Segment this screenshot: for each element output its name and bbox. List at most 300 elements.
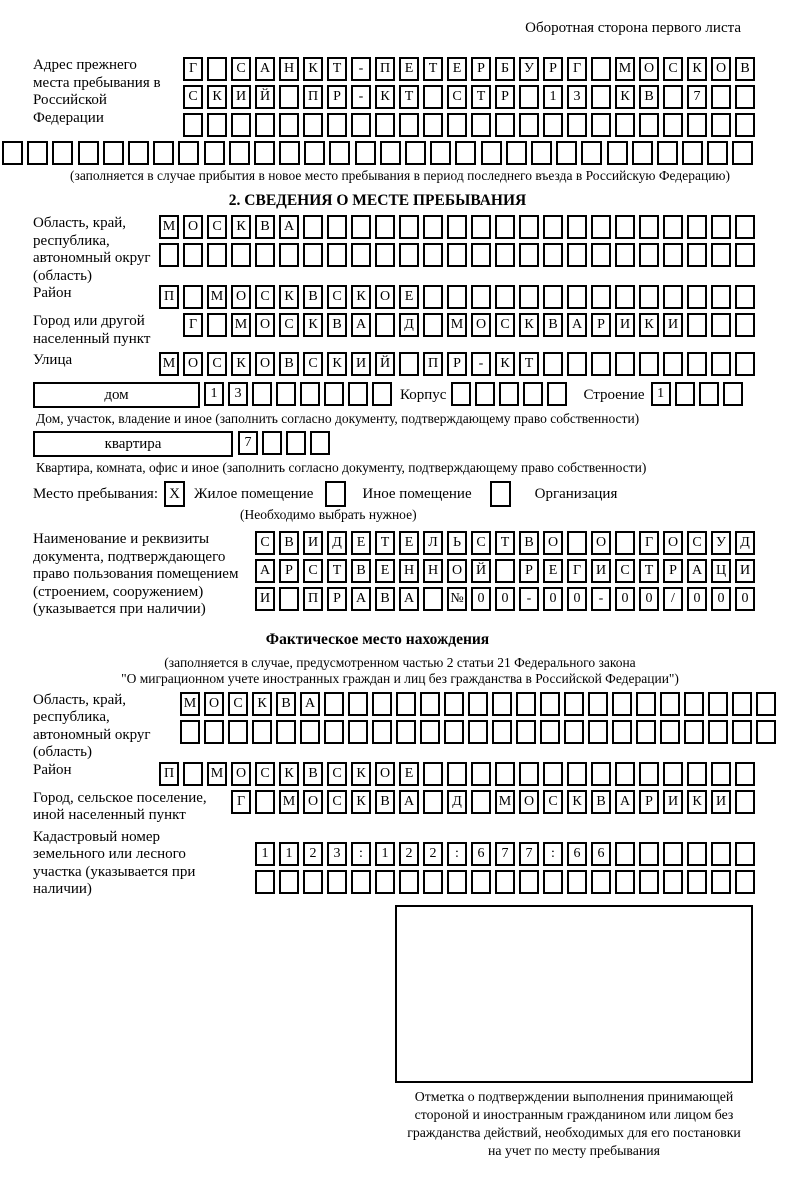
char-cell[interactable] (279, 85, 299, 109)
char-cell[interactable] (420, 692, 440, 716)
char-cell[interactable] (183, 243, 203, 267)
char-cell[interactable] (687, 285, 707, 309)
char-cell[interactable] (506, 141, 527, 165)
char-cell[interactable]: Е (375, 559, 395, 583)
char-cell[interactable]: 6 (471, 842, 491, 866)
char-cell[interactable]: С (255, 285, 275, 309)
char-cell[interactable] (423, 313, 443, 337)
char-cell[interactable]: Р (327, 85, 347, 109)
char-cell[interactable]: В (303, 762, 323, 786)
char-cell[interactable]: 0 (639, 587, 659, 611)
char-cell[interactable] (612, 692, 632, 716)
char-cell[interactable]: О (204, 692, 224, 716)
char-cell[interactable]: Т (327, 559, 347, 583)
char-cell[interactable]: В (279, 531, 299, 555)
char-cell[interactable]: : (543, 842, 563, 866)
char-cell[interactable]: С (327, 762, 347, 786)
char-cell[interactable]: С (183, 85, 203, 109)
char-cell[interactable] (183, 113, 203, 137)
char-cell[interactable] (324, 382, 344, 406)
char-cell[interactable] (423, 243, 443, 267)
char-cell[interactable] (632, 141, 653, 165)
char-cell[interactable] (591, 215, 611, 239)
char-cell[interactable]: В (639, 85, 659, 109)
char-cell[interactable]: Т (471, 85, 491, 109)
char-cell[interactable] (732, 141, 753, 165)
char-cell[interactable] (519, 85, 539, 109)
char-cell[interactable] (303, 243, 323, 267)
char-cell[interactable] (276, 382, 296, 406)
char-cell[interactable]: 2 (399, 842, 419, 866)
char-cell[interactable]: О (663, 531, 683, 555)
char-cell[interactable] (735, 243, 755, 267)
char-cell[interactable]: 0 (735, 587, 755, 611)
char-cell[interactable] (663, 243, 683, 267)
char-cell[interactable] (420, 720, 440, 744)
char-cell[interactable] (591, 85, 611, 109)
char-cell[interactable] (255, 790, 275, 814)
char-cell[interactable]: - (591, 587, 611, 611)
char-cell[interactable] (615, 113, 635, 137)
char-cell[interactable] (567, 870, 587, 894)
char-cell[interactable] (207, 313, 227, 337)
char-cell[interactable]: Р (639, 790, 659, 814)
char-cell[interactable] (663, 842, 683, 866)
char-cell[interactable] (300, 720, 320, 744)
char-cell[interactable] (286, 431, 306, 455)
char-cell[interactable] (519, 762, 539, 786)
char-cell[interactable] (447, 762, 467, 786)
char-cell[interactable]: О (375, 285, 395, 309)
char-cell[interactable]: П (303, 587, 323, 611)
char-cell[interactable]: С (663, 57, 683, 81)
char-cell[interactable] (567, 762, 587, 786)
char-cell[interactable]: Е (447, 57, 467, 81)
char-cell[interactable]: Т (519, 352, 539, 376)
char-cell[interactable]: 3 (567, 85, 587, 109)
char-cell[interactable] (471, 762, 491, 786)
char-cell[interactable]: Н (399, 559, 419, 583)
char-cell[interactable] (711, 85, 731, 109)
char-cell[interactable]: О (255, 352, 275, 376)
char-cell[interactable] (543, 870, 563, 894)
char-cell[interactable] (636, 692, 656, 716)
char-cell[interactable] (591, 57, 611, 81)
char-cell[interactable] (708, 720, 728, 744)
char-cell[interactable] (591, 870, 611, 894)
char-cell[interactable] (499, 382, 519, 406)
char-cell[interactable] (348, 720, 368, 744)
char-cell[interactable]: - (471, 352, 491, 376)
char-cell[interactable] (708, 692, 728, 716)
char-cell[interactable] (735, 215, 755, 239)
char-cell[interactable]: Р (495, 85, 515, 109)
char-cell[interactable] (684, 720, 704, 744)
char-cell[interactable]: О (231, 762, 251, 786)
char-cell[interactable] (543, 243, 563, 267)
char-cell[interactable] (471, 215, 491, 239)
residence-zhiloe-checkbox[interactable]: X (164, 481, 185, 507)
char-cell[interactable] (519, 113, 539, 137)
char-cell[interactable]: 1 (651, 382, 671, 406)
char-cell[interactable] (615, 352, 635, 376)
char-cell[interactable]: К (231, 352, 251, 376)
char-cell[interactable]: М (159, 352, 179, 376)
char-cell[interactable] (481, 141, 502, 165)
char-cell[interactable] (564, 720, 584, 744)
char-cell[interactable]: Н (423, 559, 443, 583)
char-cell[interactable] (327, 243, 347, 267)
char-cell[interactable] (607, 141, 628, 165)
char-cell[interactable]: С (327, 285, 347, 309)
char-cell[interactable] (207, 243, 227, 267)
char-cell[interactable] (732, 692, 752, 716)
char-cell[interactable] (495, 559, 515, 583)
char-cell[interactable] (423, 85, 443, 109)
char-cell[interactable] (687, 762, 707, 786)
char-cell[interactable] (531, 141, 552, 165)
char-cell[interactable] (351, 215, 371, 239)
char-cell[interactable]: 1 (543, 85, 563, 109)
char-cell[interactable]: Й (375, 352, 395, 376)
char-cell[interactable]: П (423, 352, 443, 376)
char-cell[interactable] (707, 141, 728, 165)
char-cell[interactable] (687, 352, 707, 376)
char-cell[interactable]: А (351, 313, 371, 337)
char-cell[interactable] (660, 692, 680, 716)
char-cell[interactable] (471, 285, 491, 309)
char-cell[interactable]: Т (639, 559, 659, 583)
char-cell[interactable] (663, 113, 683, 137)
char-cell[interactable] (372, 720, 392, 744)
char-cell[interactable]: С (279, 313, 299, 337)
char-cell[interactable]: В (375, 587, 395, 611)
char-cell[interactable] (447, 870, 467, 894)
char-cell[interactable] (396, 692, 416, 716)
char-cell[interactable] (231, 113, 251, 137)
char-cell[interactable]: С (303, 559, 323, 583)
char-cell[interactable]: О (231, 285, 251, 309)
char-cell[interactable]: № (447, 587, 467, 611)
char-cell[interactable]: В (255, 215, 275, 239)
char-cell[interactable] (657, 141, 678, 165)
char-cell[interactable] (348, 382, 368, 406)
char-cell[interactable] (276, 720, 296, 744)
char-cell[interactable] (375, 215, 395, 239)
char-cell[interactable]: Т (399, 85, 419, 109)
char-cell[interactable]: В (543, 313, 563, 337)
char-cell[interactable]: Т (495, 531, 515, 555)
char-cell[interactable]: 0 (543, 587, 563, 611)
char-cell[interactable]: В (591, 790, 611, 814)
char-cell[interactable]: 7 (495, 842, 515, 866)
char-cell[interactable] (591, 285, 611, 309)
char-cell[interactable]: Т (327, 57, 347, 81)
char-cell[interactable]: 3 (327, 842, 347, 866)
char-cell[interactable] (711, 243, 731, 267)
char-cell[interactable]: О (255, 313, 275, 337)
char-cell[interactable]: В (327, 313, 347, 337)
char-cell[interactable]: С (231, 57, 251, 81)
char-cell[interactable] (351, 870, 371, 894)
char-cell[interactable] (351, 243, 371, 267)
char-cell[interactable]: П (303, 85, 323, 109)
char-cell[interactable] (372, 692, 392, 716)
char-cell[interactable]: О (303, 790, 323, 814)
char-cell[interactable]: Г (183, 57, 203, 81)
char-cell[interactable]: О (519, 790, 539, 814)
char-cell[interactable] (711, 352, 731, 376)
char-cell[interactable] (279, 113, 299, 137)
char-cell[interactable] (399, 243, 419, 267)
kvartira-box[interactable] (33, 431, 233, 457)
char-cell[interactable]: Ь (447, 531, 467, 555)
char-cell[interactable]: С (471, 531, 491, 555)
char-cell[interactable]: Л (423, 531, 443, 555)
char-cell[interactable] (588, 692, 608, 716)
char-cell[interactable]: Г (639, 531, 659, 555)
char-cell[interactable]: - (351, 57, 371, 81)
char-cell[interactable]: А (255, 57, 275, 81)
char-cell[interactable]: 1 (204, 382, 224, 406)
char-cell[interactable] (380, 141, 401, 165)
char-cell[interactable] (682, 141, 703, 165)
char-cell[interactable]: К (567, 790, 587, 814)
char-cell[interactable] (711, 285, 731, 309)
char-cell[interactable] (153, 141, 174, 165)
char-cell[interactable] (303, 113, 323, 137)
char-cell[interactable] (711, 842, 731, 866)
char-cell[interactable] (455, 141, 476, 165)
char-cell[interactable] (639, 762, 659, 786)
char-cell[interactable] (2, 141, 23, 165)
char-cell[interactable]: О (183, 215, 203, 239)
char-cell[interactable] (519, 285, 539, 309)
char-cell[interactable] (375, 313, 395, 337)
char-cell[interactable]: А (567, 313, 587, 337)
char-cell[interactable]: К (519, 313, 539, 337)
char-cell[interactable] (303, 870, 323, 894)
char-cell[interactable] (252, 382, 272, 406)
char-cell[interactable]: М (615, 57, 635, 81)
char-cell[interactable] (639, 285, 659, 309)
char-cell[interactable] (615, 762, 635, 786)
char-cell[interactable] (612, 720, 632, 744)
char-cell[interactable]: С (255, 762, 275, 786)
char-cell[interactable] (639, 870, 659, 894)
char-cell[interactable] (327, 113, 347, 137)
char-cell[interactable] (567, 215, 587, 239)
char-cell[interactable]: О (591, 531, 611, 555)
char-cell[interactable]: И (735, 559, 755, 583)
char-cell[interactable]: К (252, 692, 272, 716)
char-cell[interactable] (735, 352, 755, 376)
char-cell[interactable]: Ц (711, 559, 731, 583)
char-cell[interactable]: М (159, 215, 179, 239)
char-cell[interactable] (639, 352, 659, 376)
char-cell[interactable]: М (447, 313, 467, 337)
char-cell[interactable] (324, 692, 344, 716)
char-cell[interactable] (423, 215, 443, 239)
char-cell[interactable] (735, 313, 755, 337)
char-cell[interactable]: Г (231, 790, 251, 814)
char-cell[interactable] (372, 382, 392, 406)
char-cell[interactable]: 0 (615, 587, 635, 611)
char-cell[interactable]: К (687, 57, 707, 81)
char-cell[interactable] (231, 243, 251, 267)
char-cell[interactable] (447, 113, 467, 137)
char-cell[interactable] (495, 243, 515, 267)
char-cell[interactable]: / (663, 587, 683, 611)
char-cell[interactable] (543, 762, 563, 786)
char-cell[interactable]: Р (591, 313, 611, 337)
char-cell[interactable]: К (351, 762, 371, 786)
char-cell[interactable]: И (615, 313, 635, 337)
char-cell[interactable] (329, 141, 350, 165)
char-cell[interactable] (591, 243, 611, 267)
char-cell[interactable]: К (687, 790, 707, 814)
char-cell[interactable]: В (735, 57, 755, 81)
char-cell[interactable]: А (687, 559, 707, 583)
char-cell[interactable]: Р (471, 57, 491, 81)
char-cell[interactable]: С (327, 790, 347, 814)
char-cell[interactable]: 1 (255, 842, 275, 866)
char-cell[interactable] (327, 870, 347, 894)
char-cell[interactable] (711, 113, 731, 137)
char-cell[interactable]: С (495, 313, 515, 337)
char-cell[interactable]: К (207, 85, 227, 109)
char-cell[interactable] (423, 285, 443, 309)
char-cell[interactable] (348, 692, 368, 716)
char-cell[interactable] (355, 141, 376, 165)
char-cell[interactable]: О (471, 313, 491, 337)
char-cell[interactable] (327, 215, 347, 239)
char-cell[interactable] (675, 382, 695, 406)
char-cell[interactable]: О (375, 762, 395, 786)
char-cell[interactable]: М (231, 313, 251, 337)
char-cell[interactable] (324, 720, 344, 744)
char-cell[interactable] (699, 382, 719, 406)
char-cell[interactable]: М (207, 285, 227, 309)
char-cell[interactable] (615, 842, 635, 866)
char-cell[interactable] (204, 141, 225, 165)
char-cell[interactable]: К (303, 313, 323, 337)
char-cell[interactable]: 1 (279, 842, 299, 866)
char-cell[interactable] (547, 382, 567, 406)
char-cell[interactable] (711, 215, 731, 239)
char-cell[interactable] (399, 870, 419, 894)
char-cell[interactable] (540, 720, 560, 744)
char-cell[interactable]: Р (519, 559, 539, 583)
char-cell[interactable] (663, 870, 683, 894)
char-cell[interactable]: Р (279, 559, 299, 583)
char-cell[interactable]: С (615, 559, 635, 583)
char-cell[interactable] (423, 870, 443, 894)
char-cell[interactable] (540, 692, 560, 716)
char-cell[interactable] (444, 720, 464, 744)
char-cell[interactable]: Б (495, 57, 515, 81)
char-cell[interactable]: Е (399, 762, 419, 786)
char-cell[interactable]: У (519, 57, 539, 81)
char-cell[interactable]: К (231, 215, 251, 239)
char-cell[interactable] (255, 113, 275, 137)
char-cell[interactable] (567, 243, 587, 267)
char-cell[interactable]: К (303, 57, 323, 81)
char-cell[interactable]: Е (399, 285, 419, 309)
char-cell[interactable]: П (159, 285, 179, 309)
char-cell[interactable] (639, 243, 659, 267)
char-cell[interactable] (663, 352, 683, 376)
char-cell[interactable] (523, 382, 543, 406)
char-cell[interactable] (304, 141, 325, 165)
char-cell[interactable] (204, 720, 224, 744)
char-cell[interactable]: К (495, 352, 515, 376)
char-cell[interactable]: : (351, 842, 371, 866)
char-cell[interactable]: Р (663, 559, 683, 583)
char-cell[interactable] (735, 285, 755, 309)
char-cell[interactable]: 7 (687, 85, 707, 109)
char-cell[interactable] (178, 141, 199, 165)
char-cell[interactable]: В (351, 559, 371, 583)
char-cell[interactable]: 0 (495, 587, 515, 611)
char-cell[interactable]: А (399, 790, 419, 814)
char-cell[interactable] (229, 141, 250, 165)
char-cell[interactable] (516, 720, 536, 744)
char-cell[interactable] (495, 285, 515, 309)
char-cell[interactable] (639, 113, 659, 137)
char-cell[interactable]: Т (423, 57, 443, 81)
char-cell[interactable] (252, 720, 272, 744)
char-cell[interactable]: О (639, 57, 659, 81)
char-cell[interactable] (430, 141, 451, 165)
char-cell[interactable] (471, 870, 491, 894)
char-cell[interactable]: С (255, 531, 275, 555)
char-cell[interactable] (447, 285, 467, 309)
char-cell[interactable] (471, 243, 491, 267)
char-cell[interactable]: 6 (567, 842, 587, 866)
char-cell[interactable]: Р (447, 352, 467, 376)
char-cell[interactable] (615, 531, 635, 555)
char-cell[interactable] (495, 762, 515, 786)
char-cell[interactable] (519, 215, 539, 239)
char-cell[interactable] (519, 243, 539, 267)
char-cell[interactable] (78, 141, 99, 165)
char-cell[interactable] (399, 215, 419, 239)
char-cell[interactable]: К (375, 85, 395, 109)
char-cell[interactable] (128, 141, 149, 165)
char-cell[interactable] (495, 113, 515, 137)
char-cell[interactable]: П (375, 57, 395, 81)
char-cell[interactable] (732, 720, 752, 744)
char-cell[interactable]: А (399, 587, 419, 611)
char-cell[interactable] (663, 85, 683, 109)
char-cell[interactable]: О (711, 57, 731, 81)
char-cell[interactable] (711, 762, 731, 786)
char-cell[interactable]: Г (567, 57, 587, 81)
char-cell[interactable]: В (375, 790, 395, 814)
char-cell[interactable] (711, 870, 731, 894)
char-cell[interactable]: 1 (375, 842, 395, 866)
char-cell[interactable] (468, 692, 488, 716)
char-cell[interactable]: О (447, 559, 467, 583)
char-cell[interactable] (687, 243, 707, 267)
dom-box[interactable] (33, 382, 200, 408)
char-cell[interactable]: 7 (519, 842, 539, 866)
char-cell[interactable] (399, 113, 419, 137)
char-cell[interactable] (581, 141, 602, 165)
char-cell[interactable] (279, 141, 300, 165)
char-cell[interactable] (687, 113, 707, 137)
